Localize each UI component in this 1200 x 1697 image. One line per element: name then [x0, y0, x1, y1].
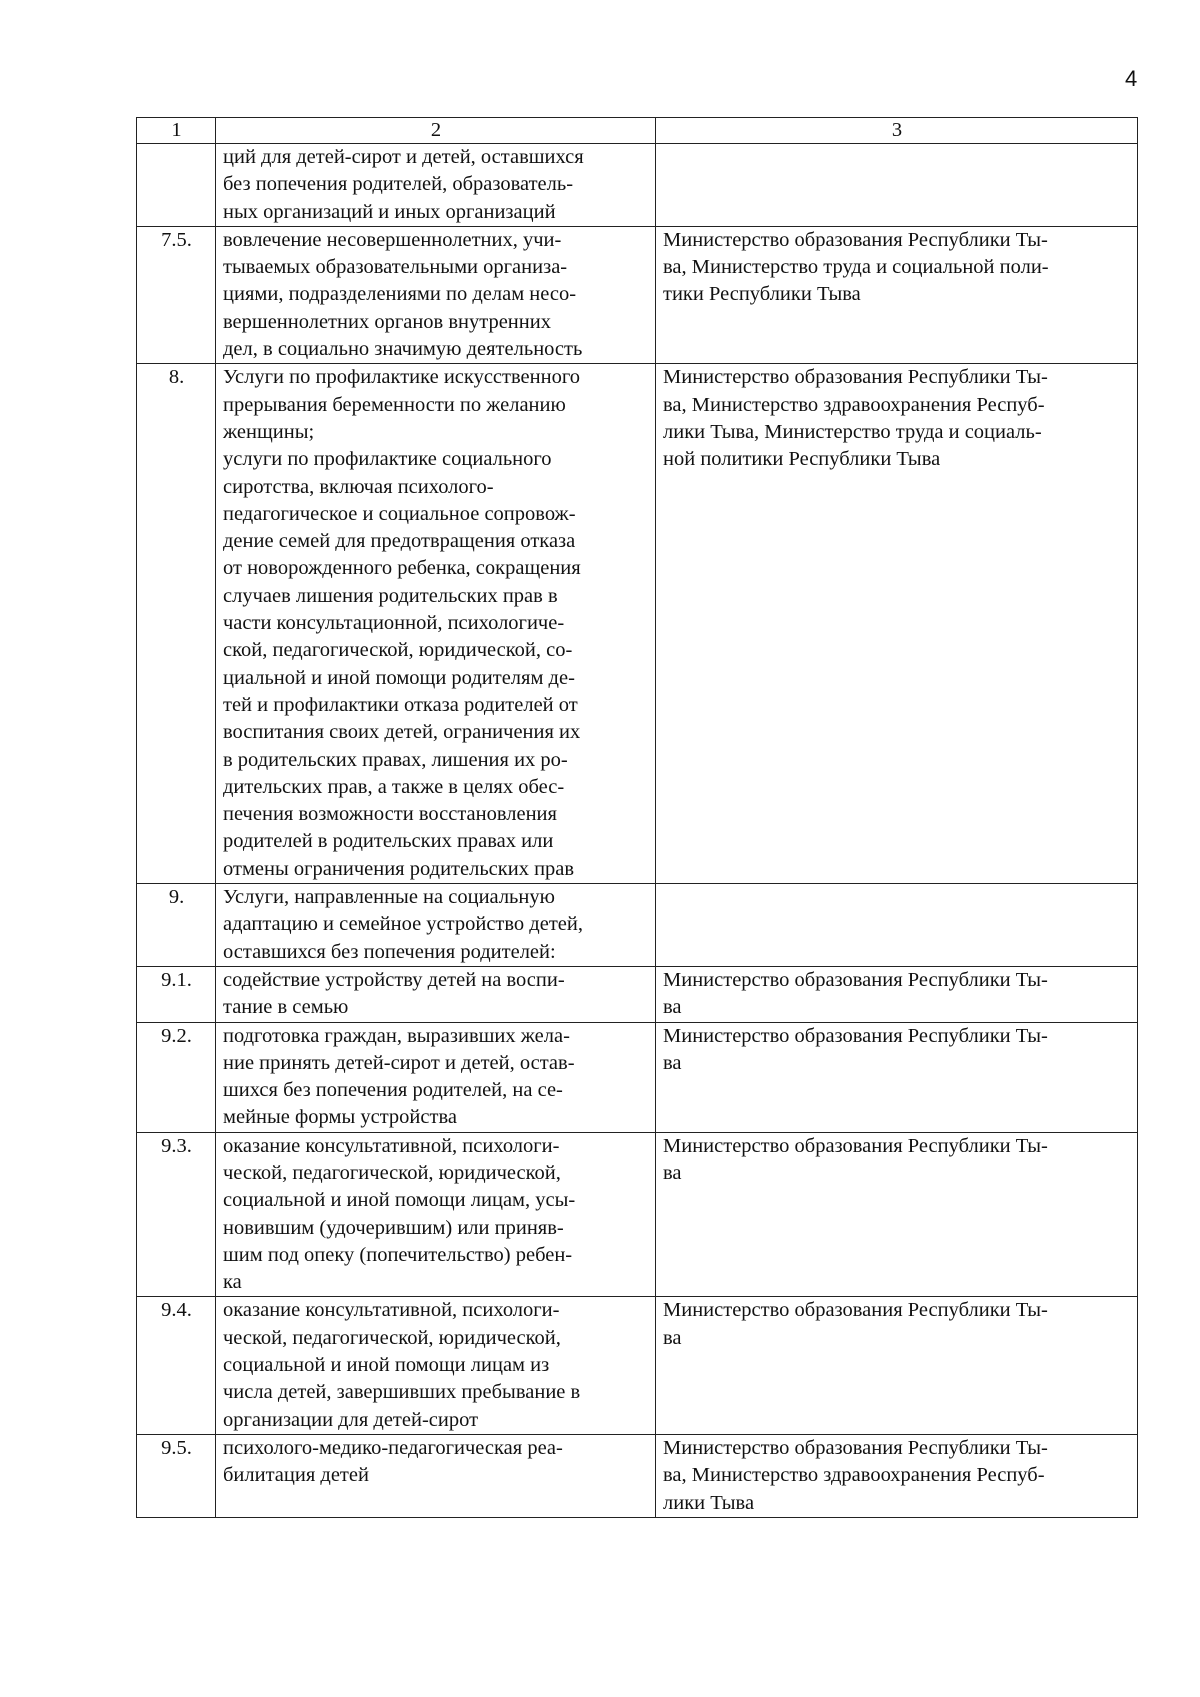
row-number: 7.5. [137, 226, 216, 363]
header-col-1: 1 [137, 118, 216, 144]
table-header-row [137, 118, 1138, 144]
service-description: оказание консультативной, психологи- ческой, педагогической, юридической, социальной и иной помощи лицам, усы- новившим (удочерившим) или приняв- шим под опеку (попечительство) ребен- ка [216, 1132, 656, 1297]
table-row [137, 144, 1138, 227]
responsible-authority: Министерство образования Республики Ты- ва, Министерство труда и социальной поли- тики Республики Тыва [656, 226, 1138, 363]
table-row [137, 364, 1138, 884]
table-row [137, 1434, 1138, 1517]
table-row [137, 966, 1138, 1022]
service-description: оказание консультативной, психологи- ческой, педагогической, юридической, социальной и иной помощи лицам из числа детей, завершивших пребывание в организации для детей-сирот [216, 1297, 656, 1434]
service-description: Услуги, направленные на социальную адаптацию и семейное устройство детей, оставшихся без попечения родителей: [216, 884, 656, 967]
service-description: психолого-медико-педагогическая реа- билитация детей [216, 1434, 656, 1517]
table-row [137, 884, 1138, 967]
page-number: 4 [1125, 66, 1138, 91]
row-number: 9.2. [137, 1022, 216, 1132]
row-number: 9.3. [137, 1132, 216, 1297]
row-number [137, 144, 216, 227]
service-description: содействие устройству детей на воспи- тание в семью [216, 966, 656, 1022]
responsible-authority: Министерство образования Республики Ты- ва [656, 1022, 1138, 1132]
services-table [136, 117, 1138, 1518]
row-number: 9. [137, 884, 216, 967]
table-row [137, 226, 1138, 363]
table-row [137, 1022, 1138, 1132]
table-row [137, 1297, 1138, 1434]
service-description: подготовка граждан, выразивших жела- ние принять детей-сирот и детей, остав- шихся без попечения родителей, на се- мейные формы устройства [216, 1022, 656, 1132]
table-row [137, 1132, 1138, 1297]
service-description: ций для детей-сирот и детей, оставшихся без попечения родителей, образователь- ных организаций и иных организаций [216, 144, 656, 227]
row-number: 9.4. [137, 1297, 216, 1434]
header-col-2: 2 [216, 118, 656, 144]
responsible-authority: Министерство образования Республики Ты- ва [656, 1132, 1138, 1297]
responsible-authority: Министерство образования Республики Ты- ва [656, 966, 1138, 1022]
header-col-3: 3 [656, 118, 1138, 144]
service-description: вовлечение несовершеннолетних, учи- тываемых образовательными организа- циями, подразделениями по делам несо- вершеннолетних органов внутренних дел, в социально значимую деятельность [216, 226, 656, 363]
row-number: 9.5. [137, 1434, 216, 1517]
responsible-authority: Министерство образования Республики Ты- ва, Министерство здравоохранения Респуб- лики Тыва [656, 1434, 1138, 1517]
row-number: 8. [137, 364, 216, 884]
service-description: Услуги по профилактике искусственного прерывания беременности по желанию женщины; услуги по профилактике социального сиротства, включая психолого- педагогическое и социальное сопровож- дение семей для предотвращения отказа от новорожденного ребенка, сокращения случаев лишения родительских прав в части консультационной, психологиче- ской, педагогической, юридической, со- циальной и иной помощи родителям де- тей и профилактики отказа родителей от воспитания своих детей, ограничения их в родительских правах, лишения их ро- дительских прав, а также в целях обес- печения возможности восстановления родителей в родительских правах или отмены ограничения родительских прав [216, 364, 656, 884]
responsible-authority: Министерство образования Республики Ты- ва, Министерство здравоохранения Респуб- лики Тыва, Министерство труда и социаль- ной политики Республики Тыва [656, 364, 1138, 884]
responsible-authority [656, 884, 1138, 967]
responsible-authority: Министерство образования Республики Ты- ва [656, 1297, 1138, 1434]
row-number: 9.1. [137, 966, 216, 1022]
responsible-authority [656, 144, 1138, 227]
